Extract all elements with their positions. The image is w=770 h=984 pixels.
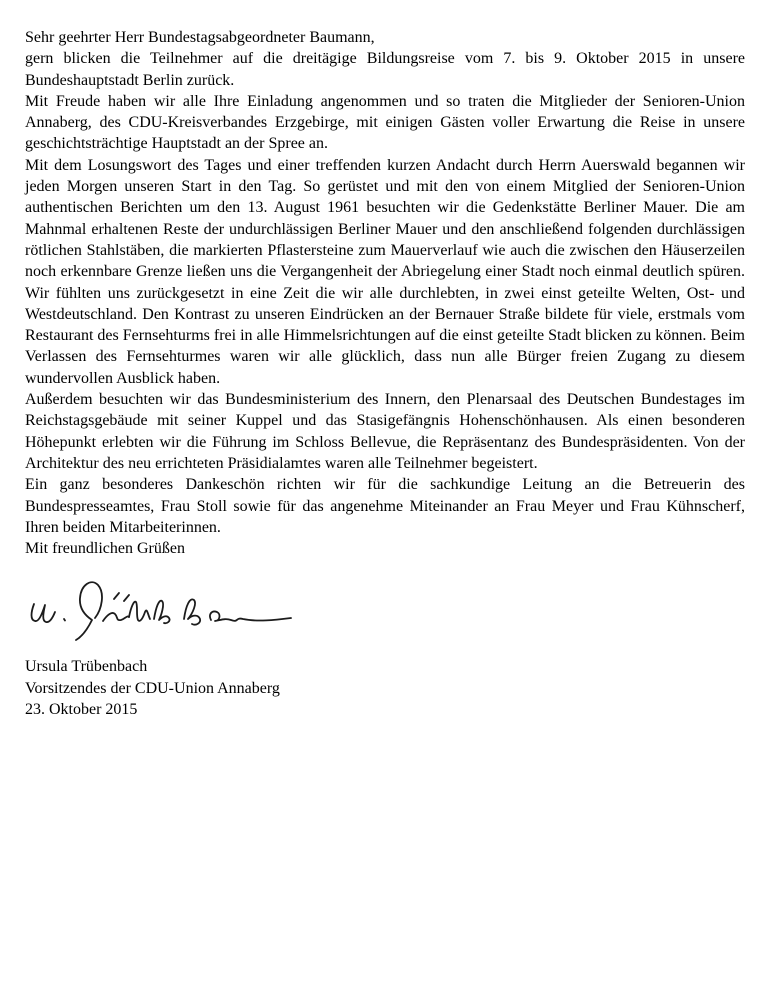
paragraph-berlin-besuch: Mit dem Losungswort des Tages und einer treffenden kurzen Andacht durch Herrn Auerswald begannen wir jeden Morgen unseren Start in den Tag. So gerüstet und mit den von einem Mitglied der Senioren-Union authentischen Berichten um den 13. August 1961 besuchten wir die Gedenkstätte Berliner Mauer. Die am Mahnmal erhaltenen Reste der undurchlässigen Berliner Mauer und den anschließend folgenden durchlässigen rötlichen Stahlstäben, die markierten Pflastersteine zum Mauerverlauf wie auch die zwischen den Häuserzeilen noch erkennbare Grenze ließen uns die Vergangenheit der Abriegelung einer Stadt noch einmal deutlich spüren. Wir fühlten uns zurückgesetzt in eine Zeit die wir alle durchlebten, in zwei einst geteilte Welten, Ost- und Westdeutschland. Den Kontrast zu unseren Eindrücken an der Bernauer Straße bildete für viele, erstmals vom Restaurant des Fernsehturms frei in alle Himmelsrichtungen auf die einst geteilte Stadt blicken zu können. Beim Verlassen des Fernsehturmes waren wir alle glücklich, dass nun alle Bürger freien Zugang zu diesem wundervollen Ausblick haben. <box>25 156 745 387</box>
salutation: Sehr geehrter Herr Bundestagsabgeordneter Baumann, <box>25 29 375 46</box>
paragraph-einladung: Mit Freude haben wir alle Ihre Einladung angenommen und so traten die Mitglieder der Senioren-Union Annaberg, des CDU-Kreisverbandes Erzgebirge, mit einigen Gästen voller Erwartung die Reise in unsere geschichtsträchtige Hauptstadt an der Spree an. <box>25 92 745 153</box>
paragraph-weitere-besuche: Außerdem besuchten wir das Bundesministerium des Innern, den Plenarsaal des Deutschen Bundestages im Reichstagsgebäude mit seiner Kuppel und das Stasigefängnis Hohenschönhausen. Als einen besonderen Höhepunkt erlebten wir die Führung im Schloss Bellevue, die Repräsentanz des Bundespräsidenten. Von der Architektur des neu errichteten Präsidialamtes waren alle Teilnehmer begeistert. <box>25 391 745 472</box>
paragraph-intro: gern blicken die Teilnehmer auf die dreitägige Bildungsreise vom 7. bis 9. Oktober 2015 in unsere Bundeshauptstadt Berlin zurück. <box>25 50 745 89</box>
handwritten-signature-icon <box>25 573 297 645</box>
signer-name: Ursula Trübenbach <box>25 658 148 676</box>
paragraph-dank: Ein ganz besonderes Dankeschön richten wir für die sachkundige Leitung an die Betreuerin des Bundespresseamtes, Frau Stoll sowie für das angenehme Miteinander an Frau Meyer und Frau Kühnscherf, Ihren beiden Mitarbeiterinnen. <box>25 476 745 536</box>
letter-date: 23. Oktober 2015 <box>25 701 138 719</box>
closing-phrase: Mit freundlichen Grüßen <box>25 540 185 558</box>
signature-block <box>25 573 745 645</box>
signer-title: Vorsitzendes der CDU-Union Annaberg <box>25 679 280 697</box>
